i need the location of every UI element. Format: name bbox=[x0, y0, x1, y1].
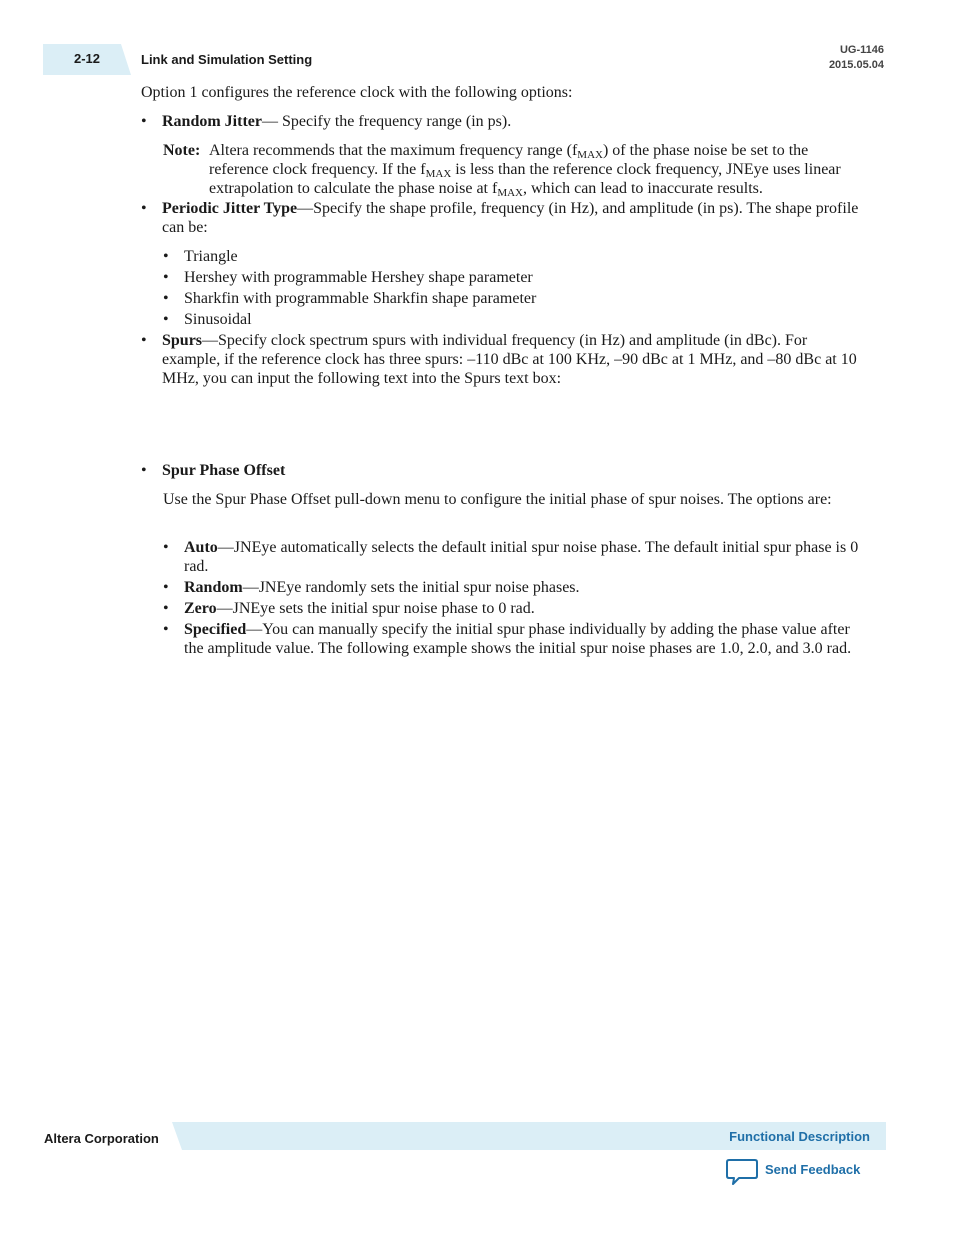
intro-paragraph: Option 1 configures the reference clock with the following options: bbox=[141, 84, 573, 101]
term-spurs: Spurs bbox=[162, 332, 203, 349]
bullet-periodic-jitter bbox=[141, 199, 861, 237]
note-text: Altera recommends that the maximum frequency range $(f_{MAX})$ of the phase noise be set to the reference clock frequency. If the $f_{MAX}$ is less than the reference clock frequency, JNEye uses linear extrapolation to calculate the phase noise at $f_{MAX}$, which can lead to inaccurate results. bbox=[209, 142, 841, 199]
term-periodic-jitter: Periodic Jitter Type bbox=[162, 200, 298, 217]
periodic-jitter-text: —Specify the shape profile, frequency (in Hz), and amplitude (in ps). The shape profile can be: bbox=[162, 200, 859, 236]
list-item: • Specified—You can manually specify the initial spur phase individually by adding the phase value after the amplitude value. The following example shows the initial spur noise phases are 1.0, 2.0, and 3.0 rad. bbox=[163, 621, 852, 657]
random-jitter-text: — Specify the frequency range (in ps). bbox=[261, 113, 512, 130]
note-label: Note: bbox=[163, 142, 201, 159]
doc-identifier bbox=[829, 43, 884, 73]
list-item: • Hershey with programmable Hershey shape parameter bbox=[163, 269, 533, 286]
footer-company: Altera Corporation bbox=[44, 1131, 159, 1146]
spurs-text: —Specify clock spectrum spurs with individual frequency (in Hz) and amplitude (in dBc). For example, if the reference clock has three spurs: –110 dBc at 100 KHz, –90 dBc at 1 MHz, and –80 dBc at 10 MHz, you can input the following text into the Spurs text box: bbox=[162, 332, 857, 387]
term-random-jitter: Random Jitter bbox=[162, 113, 262, 130]
note-block bbox=[163, 141, 863, 198]
bullet-mark: • bbox=[141, 113, 147, 130]
list-item: • Sharkfin with programmable Sharkfin shape parameter bbox=[163, 290, 537, 307]
doc-date: 2015.05.04 bbox=[828, 59, 884, 71]
list-item: • Random—JNEye randomly sets the initial spur noise phases. bbox=[163, 579, 580, 596]
page-number: 2-12 bbox=[74, 51, 101, 66]
bullet-mark: • bbox=[141, 462, 147, 479]
doc-id: UG-1146 bbox=[839, 44, 884, 56]
list-item: • Sinusoidal bbox=[163, 311, 252, 328]
bullet-mark: • bbox=[141, 200, 147, 217]
send-feedback-link[interactable]: Send Feedback bbox=[765, 1162, 861, 1177]
list-item: • Auto—JNEye automatically selects the default initial spur noise phase. The default initial spur phase is 0 rad. bbox=[163, 539, 859, 575]
term-spur-phase-offset: Spur Phase Offset bbox=[162, 462, 286, 479]
running-section-title: Link and Simulation Setting bbox=[141, 52, 313, 67]
bullet-spurs bbox=[141, 331, 861, 388]
speech-bubble-icon[interactable] bbox=[726, 1158, 758, 1186]
footer-section-link[interactable]: Functional Description bbox=[729, 1129, 870, 1144]
list-item: • Zero—JNEye sets the initial spur noise phase to 0 rad. bbox=[163, 600, 535, 617]
bullet-mark: • bbox=[141, 332, 147, 349]
list-item: • Triangle bbox=[163, 248, 238, 265]
bullet-random-jitter bbox=[141, 112, 861, 131]
bullet-spur-phase-offset bbox=[141, 461, 861, 480]
spur-phase-offset-desc: Use the Spur Phase Offset pull-down menu to configure the initial phase of spur noises. The options are: bbox=[163, 491, 832, 508]
